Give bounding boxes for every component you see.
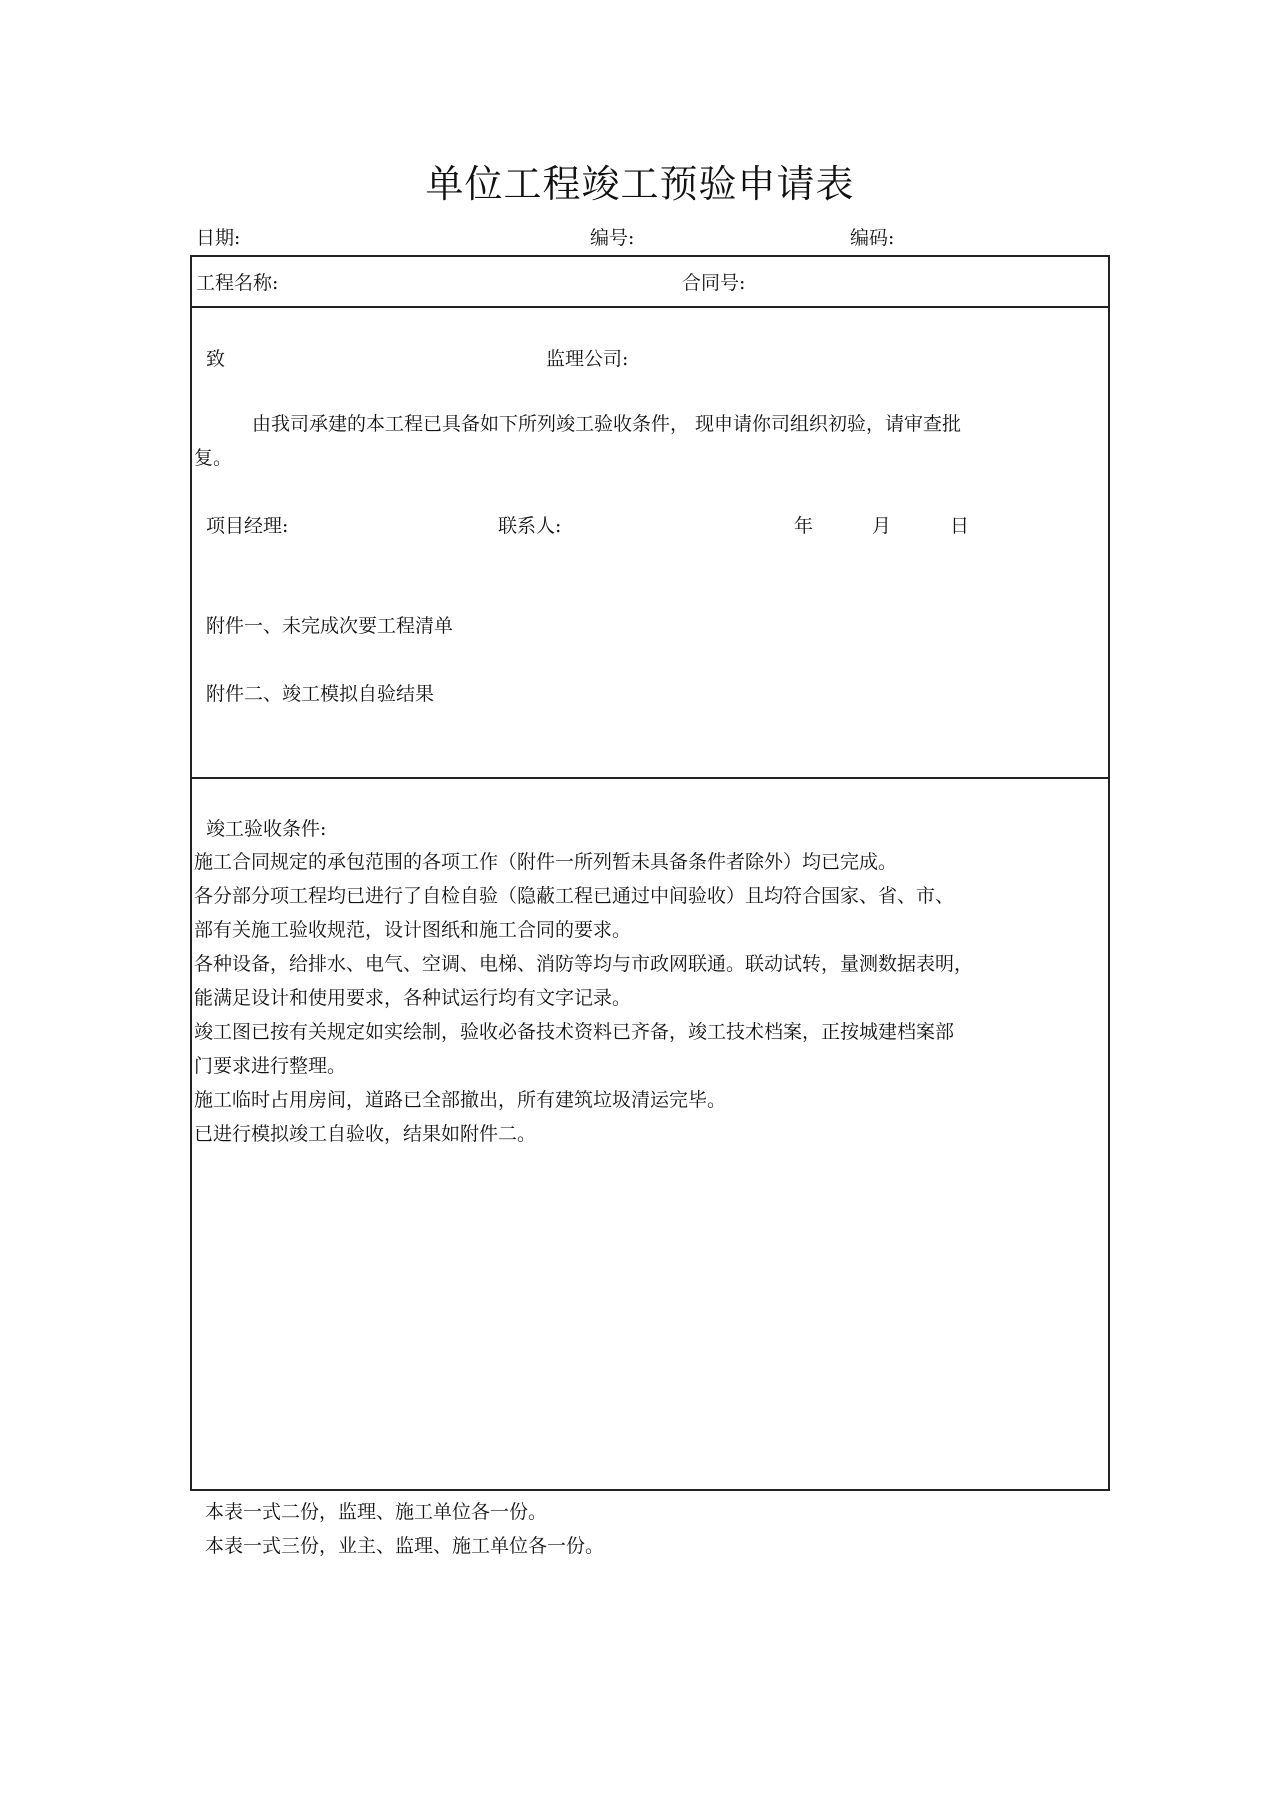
condition-line: 已进行模拟竣工自验收，结果如附件二。 xyxy=(194,1123,537,1145)
contact-person-label: 联系人: xyxy=(498,515,562,537)
year-label: 年 xyxy=(794,515,814,537)
footnote-1: 本表一式二份，监理、施工单位各一份。 xyxy=(205,1501,548,1523)
contract-number-label: 合同号: xyxy=(682,272,746,294)
row-divider xyxy=(192,777,1108,779)
condition-line: 能满足设计和使用要求，各种试运行均有文字记录。 xyxy=(194,987,632,1009)
month-label: 月 xyxy=(872,515,892,537)
condition-line: 部有关施工验收规范，设计图纸和施工合同的要求。 xyxy=(194,919,632,941)
row-divider xyxy=(192,306,1108,308)
footnote-2: 本表一式三份，业主、监理、施工单位各一份。 xyxy=(205,1535,605,1557)
project-name-label: 工程名称: xyxy=(196,272,279,294)
to-label: 致 xyxy=(206,348,226,370)
code-label: 编码: xyxy=(850,227,895,249)
day-label: 日 xyxy=(950,515,970,537)
application-form-table xyxy=(190,255,1110,1491)
attachment-2: 附件二、竣工模拟自验结果 xyxy=(206,683,435,705)
condition-line: 各种设备，给排水、电气、空调、电梯、消防等均与市政网联通。联动试转，量测数据表明， xyxy=(194,953,974,975)
project-manager-label: 项目经理: xyxy=(206,515,289,537)
attachment-1: 附件一、未完成次要工程清单 xyxy=(206,615,454,637)
condition-line: 竣工图已按有关规定如实绘制，验收必备技术资料已齐备，竣工技术档案，正按城建档案部 xyxy=(194,1021,955,1043)
condition-line: 施工临时占用房间，道路已全部撤出，所有建筑垃圾清运完毕。 xyxy=(194,1089,727,1111)
document-title: 单位工程竣工预验申请表 xyxy=(425,162,855,206)
condition-line: 施工合同规定的承包范围的各项工作（附件一所列暂未具备条件者除外）均已完成。 xyxy=(194,851,898,873)
conditions-heading: 竣工验收条件: xyxy=(206,818,327,840)
serial-number-label: 编号: xyxy=(590,227,635,249)
application-body-line-2: 复。 xyxy=(194,447,233,469)
supervisor-company-label: 监理公司: xyxy=(546,348,629,370)
condition-line: 门要求进行整理。 xyxy=(194,1055,347,1077)
condition-line: 各分部分项工程均已进行了自检自验（隐蔽工程已通过中间验收）且均符合国家、省、市、 xyxy=(194,885,955,907)
application-body-line-1: 由我司承建的本工程已具备如下所列竣工验收条件， 现申请你司组织初验，请审查批 xyxy=(252,413,962,435)
date-label: 日期: xyxy=(196,227,241,249)
